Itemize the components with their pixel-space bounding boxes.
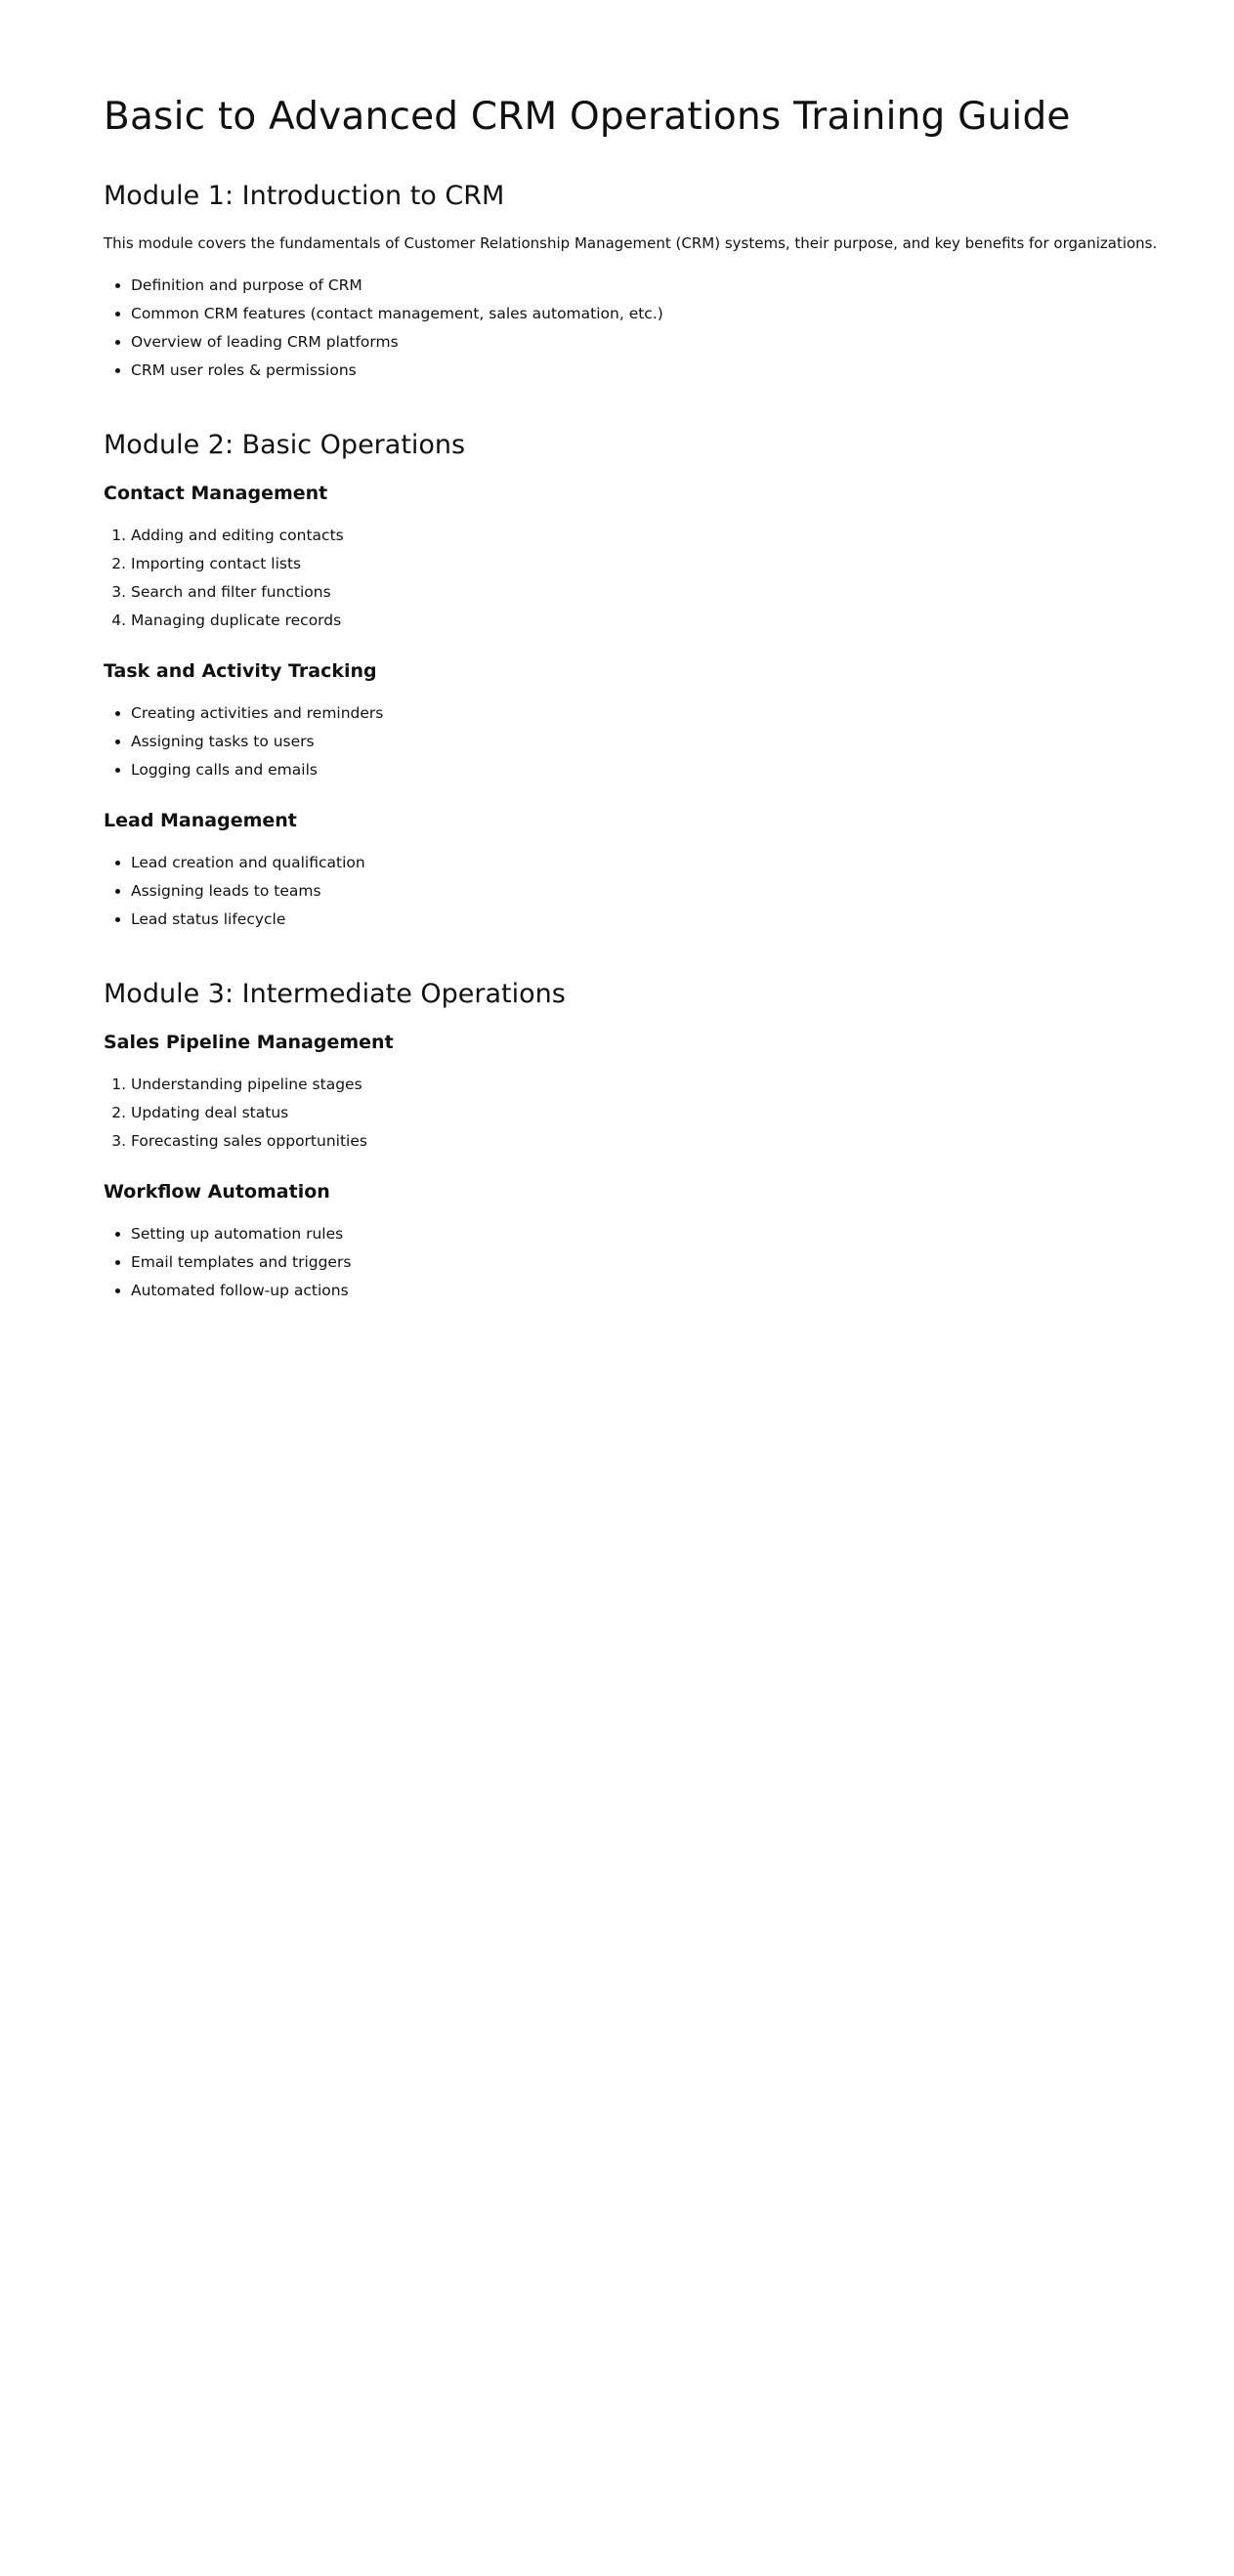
module-heading: Module 3: Intermediate Operations	[104, 979, 566, 1009]
list-item: • Definition and purpose of CRM	[131, 272, 1178, 300]
module-heading: Module 2: Basic Operations	[104, 430, 466, 460]
bullet-list	[104, 272, 1178, 385]
section-lead-management	[104, 809, 1178, 934]
module-3	[104, 978, 1178, 1305]
list-item: 1. Adding and editing contacts	[131, 522, 1178, 550]
list-item: 4. Managing duplicate records	[131, 607, 1178, 635]
section-heading: Contact Management	[104, 483, 328, 504]
list-item: • Creating activities and reminders	[131, 699, 1178, 728]
list-item: 1. Understanding pipeline stages	[131, 1071, 1178, 1099]
module-1	[104, 180, 1178, 385]
list-item: • Setting up automation rules	[131, 1220, 1178, 1248]
list-item: 2. Updating deal status	[131, 1099, 1178, 1127]
module-description: This module covers the fundamentals of Customer Relationship Management (CRM) systems, their purpose, and key benefits for organizations.	[104, 234, 1158, 252]
list-item: 3. Search and filter functions	[131, 578, 1178, 607]
section-heading: Task and Activity Tracking	[104, 660, 377, 682]
list-item: • Assigning tasks to users	[131, 728, 1178, 756]
section-task-activity-tracking	[104, 659, 1178, 784]
list-item: • Logging calls and emails	[131, 756, 1178, 784]
bullet-list	[104, 699, 1178, 784]
section-contact-management	[104, 482, 1178, 635]
list-item: • Overview of leading CRM platforms	[131, 328, 1178, 357]
section-sales-pipeline-management	[104, 1031, 1178, 1156]
list-item: • Lead status lifecycle	[131, 906, 1178, 934]
section-workflow-automation	[104, 1180, 1178, 1305]
module-2	[104, 429, 1178, 934]
section-heading: Sales Pipeline Management	[104, 1032, 394, 1053]
page-title: Basic to Advanced CRM Operations Training Guide	[104, 95, 1071, 139]
list-item: 3. Forecasting sales opportunities	[131, 1127, 1178, 1156]
list-item: • Common CRM features (contact management, sales automation, etc.)	[131, 300, 1178, 328]
list-item: • Automated follow-up actions	[131, 1277, 1178, 1305]
bullet-list	[104, 849, 1178, 934]
list-item: • Assigning leads to teams	[131, 877, 1178, 906]
list-item: 2. Importing contact lists	[131, 550, 1178, 578]
numbered-list	[104, 1071, 1178, 1156]
numbered-list	[104, 522, 1178, 635]
section-heading: Workflow Automation	[104, 1181, 330, 1203]
section-heading: Lead Management	[104, 810, 297, 831]
module-heading: Module 1: Introduction to CRM	[104, 181, 505, 211]
list-item: • CRM user roles & permissions	[131, 357, 1178, 385]
bullet-list	[104, 1220, 1178, 1305]
document-page	[0, 0, 1178, 1305]
list-item: • Lead creation and qualification	[131, 849, 1178, 877]
list-item: • Email templates and triggers	[131, 1248, 1178, 1277]
